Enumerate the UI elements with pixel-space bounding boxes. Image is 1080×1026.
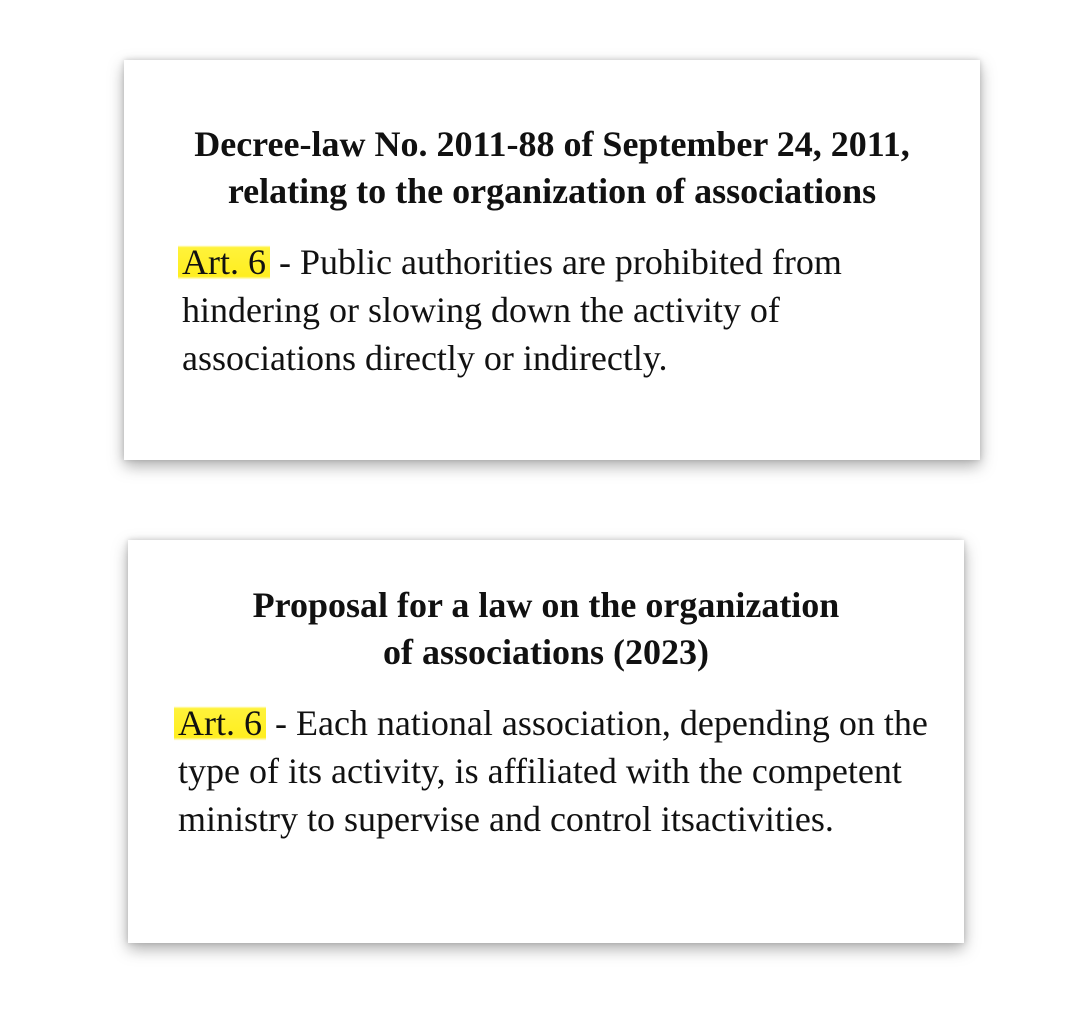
article-paragraph: [182, 238, 942, 382]
title-line-2: of associations (2023): [383, 632, 709, 672]
article-text: - Each national association, depending on the type of its activity, is affiliated with the competent ministry to supervise and control itsactivities.: [178, 703, 928, 839]
title-line-2: relating to the organization of associations: [227, 171, 877, 211]
highlighted-article-label: Art. 6: [174, 703, 266, 743]
title-line-1: Decree-law No. 2011-88 of September 24, 2011,: [194, 124, 910, 164]
proposal-law-clipping: [128, 540, 964, 943]
article-paragraph: [178, 699, 938, 843]
title-line-1: Proposal for a law on the organization: [252, 585, 840, 625]
decree-law-clipping: [124, 60, 980, 460]
highlighted-article-label: Art. 6: [178, 242, 270, 282]
clipping-content: [124, 60, 980, 382]
clipping-content: [128, 540, 964, 843]
clipping-title: [124, 121, 980, 215]
clipping-title: [128, 582, 964, 676]
article-text: - Public authorities are prohibited from hindering or slowing down the activity of associations directly or indirectly.: [182, 242, 842, 378]
